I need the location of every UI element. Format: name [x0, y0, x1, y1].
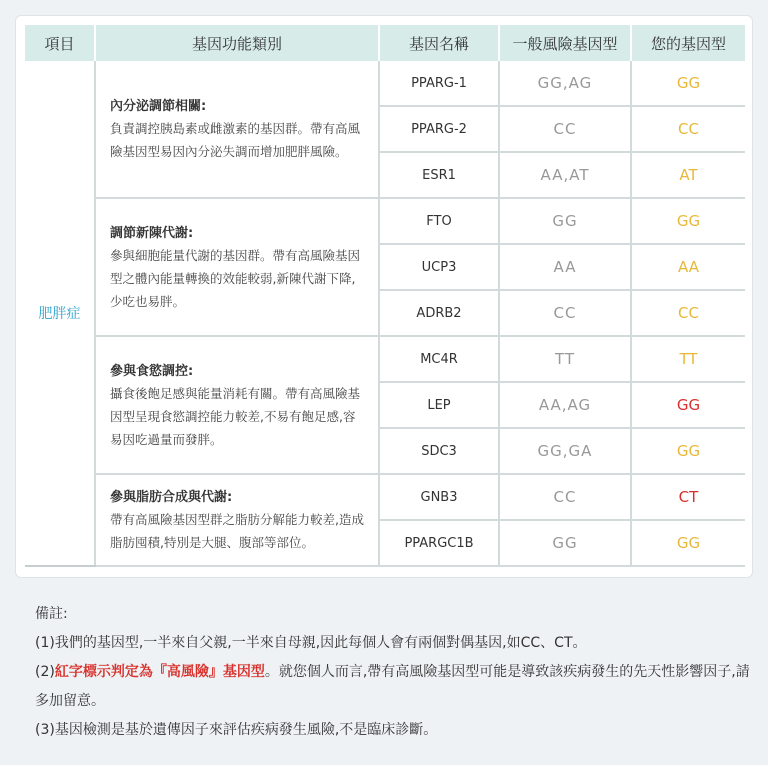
gene-name: ADRB2: [379, 290, 499, 336]
note-2-prefix: (2): [35, 664, 55, 680]
gene-name: SDC3: [379, 428, 499, 474]
gene-name: ESR1: [379, 152, 499, 198]
general-genotype: GG,GA: [499, 428, 631, 474]
group-cell: [95, 198, 379, 336]
group-title: 內分泌調節相關:: [110, 99, 207, 114]
general-genotype: GG: [499, 520, 631, 566]
header-item: 項目: [25, 25, 95, 61]
group-cell: [95, 61, 379, 198]
your-genotype: CC: [631, 290, 745, 336]
your-genotype: GG: [631, 428, 745, 474]
your-genotype: AT: [631, 152, 745, 198]
group-cell: [95, 474, 379, 566]
gene-name: MC4R: [379, 336, 499, 382]
general-genotype: CC: [499, 474, 631, 520]
group-desc: 負責調控胰島素或雌激素的基因群。帶有高風險基因型易因內分泌失調而增加肥胖風險。: [110, 121, 361, 159]
group-title: 參與食慾調控:: [110, 363, 194, 379]
group-title: 參與脂肪合成與代謝:: [110, 490, 233, 505]
header-yours: 您的基因型: [631, 25, 745, 61]
group-desc: 攝食後飽足感與能量消耗有關。帶有高風險基因型呈現食慾調控能力較差,不易有飽足感,容易因吃過量而發胖。: [110, 385, 361, 447]
general-genotype: GG: [499, 198, 631, 244]
gene-name: PPARG-1: [379, 61, 499, 106]
your-genotype: GG: [631, 198, 745, 244]
your-genotype: GG: [631, 61, 745, 106]
general-genotype: CC: [499, 106, 631, 152]
gene-name: LEP: [379, 382, 499, 428]
table-row: [25, 336, 745, 382]
table-row: [25, 474, 745, 520]
gene-name: GNB3: [379, 474, 499, 520]
gene-name: FTO: [379, 198, 499, 244]
general-genotype: GG,AG: [499, 61, 631, 106]
note-3: (3)基因檢測是基於遺傳因子來評估疾病發生風險,不是臨床診斷。: [35, 722, 438, 738]
note-2: [35, 658, 755, 716]
result-card: [15, 15, 753, 578]
note-2-text: 。就您個人而言,帶有高風險基因型可能是導致該疾病發生的先天性影響因子,請多加留意。: [35, 664, 750, 709]
disease-name: 肥胖症: [25, 61, 95, 566]
general-genotype: AA,AG: [499, 382, 631, 428]
gene-table: [25, 25, 745, 567]
gene-name: PPARG-2: [379, 106, 499, 152]
general-genotype: AA,AT: [499, 152, 631, 198]
group-title: 調節新陳代謝:: [110, 225, 194, 241]
group-cell: [95, 336, 379, 474]
notes-section: [35, 600, 755, 745]
gene-name: PPARGC1B: [379, 520, 499, 566]
your-genotype-high-risk: GG: [631, 382, 745, 428]
note-2-highlight: 紅字標示判定為『高風險』基因型: [54, 664, 265, 680]
general-genotype: AA: [499, 244, 631, 290]
note-1: (1)我們的基因型,一半來自父親,一半來自母親,因此每個人會有兩個對偶基因,如CC、CT。: [35, 635, 587, 651]
general-genotype: TT: [499, 336, 631, 382]
header-category: 基因功能類別: [95, 25, 379, 61]
notes-title: 備註:: [35, 606, 68, 622]
header-general: 一般風險基因型: [499, 25, 631, 61]
table-header-row: [25, 25, 745, 61]
your-genotype: AA: [631, 244, 745, 290]
group-desc: 帶有高風險基因型群之脂肪分解能力較差,造成脂肪囤積,特別是大腿、腹部等部位。: [110, 512, 364, 550]
general-genotype: CC: [499, 290, 631, 336]
gene-name: UCP3: [379, 244, 499, 290]
your-genotype-high-risk: CT: [631, 474, 745, 520]
header-gene: 基因名稱: [379, 25, 499, 61]
table-row: [25, 198, 745, 244]
your-genotype: CC: [631, 106, 745, 152]
group-desc: 參與細胞能量代謝的基因群。帶有高風險基因型之體內能量轉換的效能較弱,新陳代謝下降,少吃也易胖。: [110, 247, 361, 309]
your-genotype: GG: [631, 520, 745, 566]
your-genotype: TT: [631, 336, 745, 382]
table-row: [25, 61, 745, 106]
